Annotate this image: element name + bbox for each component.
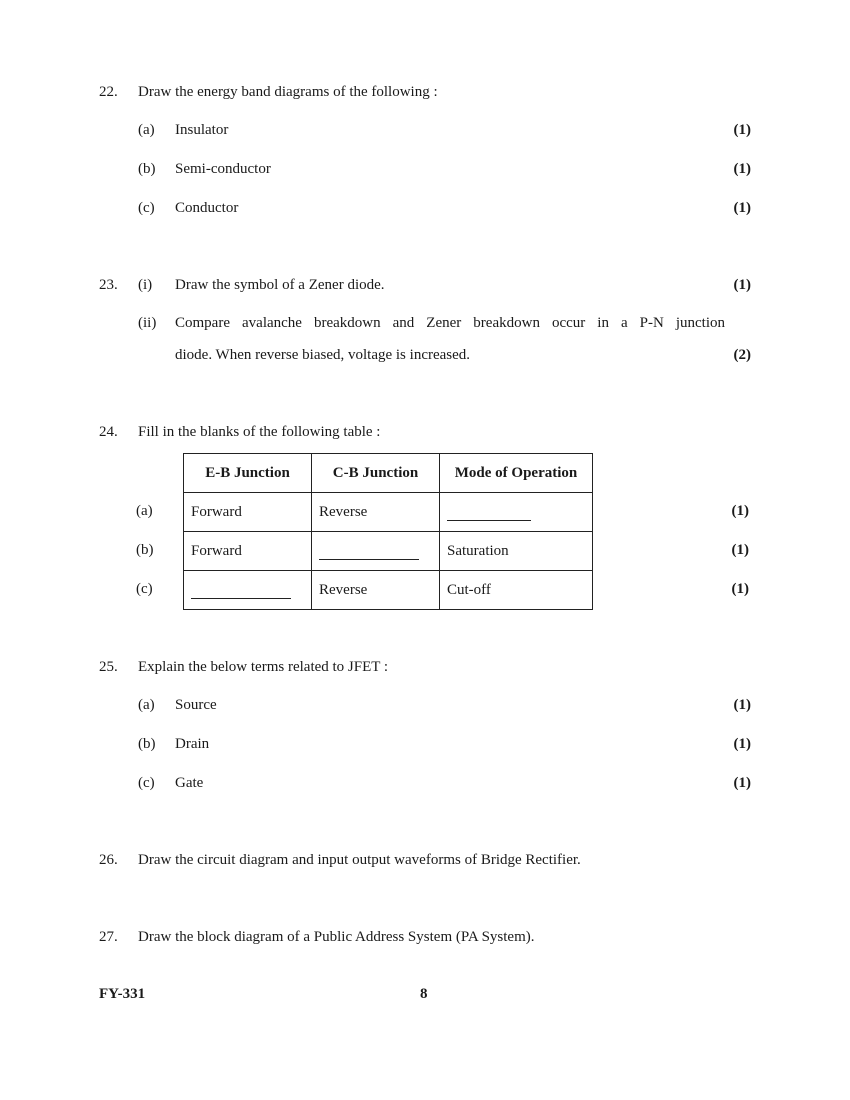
blank-line [319,545,419,560]
q22-c-marks: (1) [733,200,751,216]
blank-line [191,584,291,599]
q23-i-label: (i) [138,277,153,293]
q22-a-label: (a) [138,122,155,138]
header-mode-of-operation: Mode of Operation [440,454,593,493]
table-cell: Reverse [312,493,440,532]
q23-ii-marks: (2) [733,347,751,363]
table-cell: Saturation [440,532,593,571]
q25-b-marks: (1) [733,736,751,752]
q24-b-label: (b) [136,542,154,558]
q24-c-label: (c) [136,581,153,597]
table-cell-blank [440,493,593,532]
q25-a-marks: (1) [733,697,751,713]
q25-a-label: (a) [138,697,155,713]
table-cell-blank [312,532,440,571]
q23-ii-text-line1: Compare avalanche breakdown and Zener breakdown occur in a P-N junction [175,315,725,331]
q22-b-text: Semi-conductor [175,161,271,177]
q25-b-label: (b) [138,736,156,752]
q22-b-label: (b) [138,161,156,177]
q25-c-text: Gate [175,775,204,791]
q24-a-label: (a) [136,503,153,519]
page-number: 8 [420,986,428,1002]
table-cell-blank [184,571,312,610]
q24-a-marks: (1) [731,503,749,519]
q23-i-marks: (1) [733,277,751,293]
q26-number: 26. [99,852,118,868]
q24-c-marks: (1) [731,581,749,597]
table-header-row [184,454,593,493]
q27-text: Draw the block diagram of a Public Address System (PA System). [138,929,535,945]
q22-c-label: (c) [138,200,155,216]
table-cell: Forward [184,532,312,571]
q22-b-marks: (1) [733,161,751,177]
q24-b-marks: (1) [731,542,749,558]
table-cell: Forward [184,493,312,532]
q25-text: Explain the below terms related to JFET : [138,659,389,675]
header-cb-junction: C-B Junction [312,454,440,493]
table-cell: Cut-off [440,571,593,610]
q23-ii-text-line2: diode. When reverse biased, voltage is increased. [175,347,471,363]
q25-number: 25. [99,659,118,675]
paper-code: FY-331 [99,986,146,1002]
blank-line [447,506,531,521]
q22-a-text: Insulator [175,122,229,138]
q22-text: Draw the energy band diagrams of the following : [138,84,438,100]
fill-in-table [183,453,593,610]
q22-c-text: Conductor [175,200,239,216]
q25-c-label: (c) [138,775,155,791]
q25-c-marks: (1) [733,775,751,791]
header-eb-junction: E-B Junction [184,454,312,493]
q22-number: 22. [99,84,118,100]
q27-number: 27. [99,929,118,945]
q23-ii-label: (ii) [138,315,157,331]
q23-i-text: Draw the symbol of a Zener diode. [175,277,385,293]
q22-a-marks: (1) [733,122,751,138]
q24-text: Fill in the blanks of the following table : [138,424,381,440]
q24-number: 24. [99,424,118,440]
q23-number: 23. [99,277,118,293]
table-row [184,571,593,610]
q26-text: Draw the circuit diagram and input output waveforms of Bridge Rectifier. [138,852,581,868]
q25-b-text: Drain [175,736,210,752]
table-cell: Reverse [312,571,440,610]
table-row [184,532,593,571]
q25-a-text: Source [175,697,217,713]
table-row [184,493,593,532]
